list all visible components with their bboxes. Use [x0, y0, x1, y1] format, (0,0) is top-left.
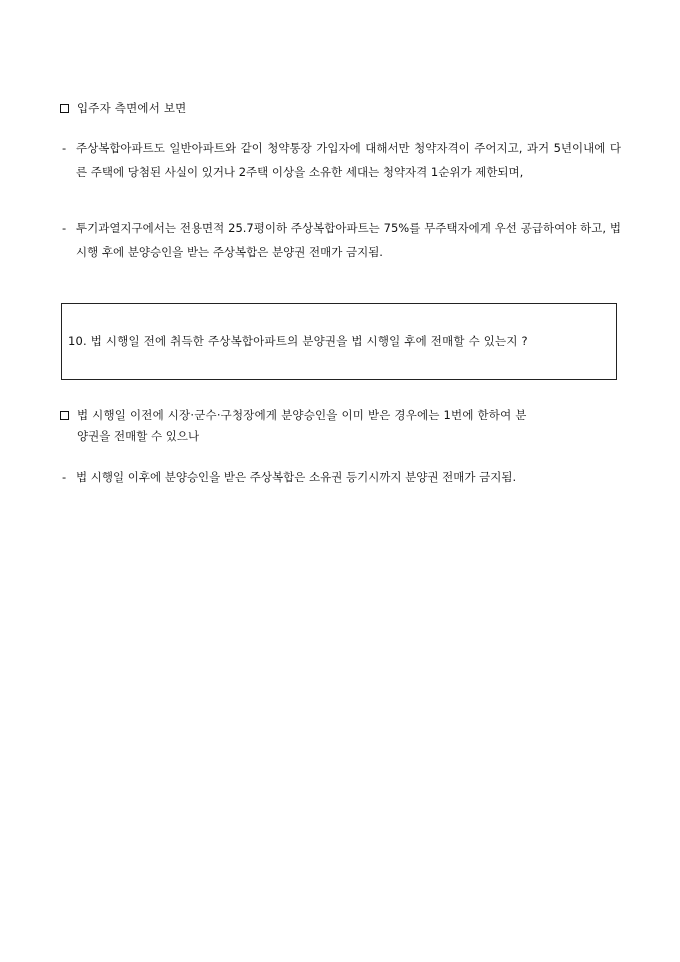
dash-marker: - — [62, 470, 67, 484]
section2-bullet-1 — [62, 465, 622, 489]
question-text: 10. 법 시행일 전에 취득한 주상복합아파트의 분양권을 법 시행일 후에 전매할 수 있는지 ? — [68, 334, 528, 348]
checkbox-square-icon — [60, 411, 69, 420]
question-box — [61, 303, 617, 380]
section2-heading-line2: 양권을 전매할 수 있으나 — [77, 429, 200, 443]
section2-heading-row — [60, 408, 627, 423]
section1-bullet-1-text: 주상복합아파트도 일반아파트와 같이 청약통장 가입자에 대해서만 청약자격이 주어지고, 과거 5년이내에 다른 주택에 당첨된 사실이 있거나 2주택 이상을 소유한 세대는 청약자격 1순위가 제한되며, — [76, 141, 621, 179]
section1-bullet-2 — [62, 216, 622, 264]
section1-bullet-2-text: 투기과열지구에서는 전용면적 25.7평이하 주상복합아파트는 75%를 무주택자에게 우선 공급하여야 하고, 법 시행 후에 분양승인을 받는 주상복합은 분양권 전매가 금지됨. — [76, 221, 621, 259]
dash-marker: - — [62, 221, 67, 235]
section1-heading: 입주자 측면에서 보면 — [77, 101, 187, 115]
section1-bullet-1 — [62, 136, 622, 184]
section2-bullet-1-text: 법 시행일 이후에 분양승인을 받은 주상복합은 소유권 등기시까지 분양권 전매가 금지됨. — [76, 470, 517, 484]
section1-heading-row — [60, 101, 187, 116]
dash-marker: - — [62, 141, 67, 155]
checkbox-square-icon — [60, 104, 69, 113]
section2-heading-line1: 법 시행일 이전에 시장·군수·구청장에게 분양승인을 이미 받은 경우에는 1번에 한하여 분 — [77, 408, 527, 422]
